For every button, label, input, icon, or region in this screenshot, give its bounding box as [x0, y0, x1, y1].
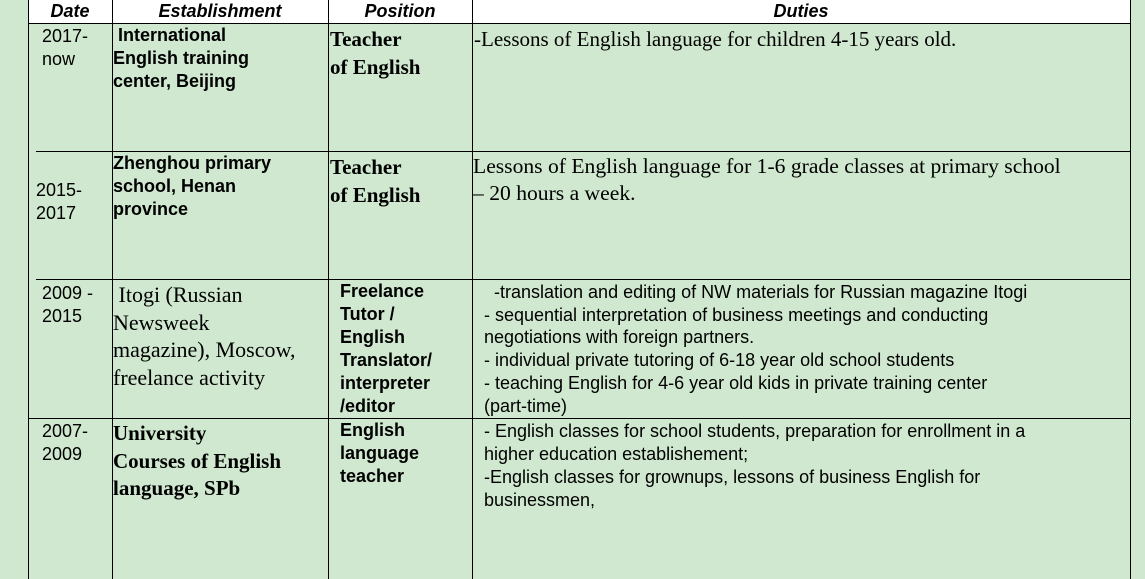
- row-position: English language teacher: [340, 420, 420, 486]
- header-date: Date: [50, 1, 90, 21]
- grid-line-left: [28, 0, 29, 579]
- row-duties: -Lessons of English language for children 4-15 years old.: [474, 27, 957, 51]
- header-position: Position: [364, 1, 436, 21]
- grid-line-establishment-position: [328, 0, 329, 579]
- grid-line-position-duties: [472, 0, 473, 579]
- row-date: 2009 - 2015: [42, 283, 94, 326]
- duty-line: - English classes for school students, preparation for enrollment in a: [484, 421, 1026, 441]
- duty-line: higher education establishement;: [484, 444, 749, 464]
- row-separator: [36, 279, 1130, 280]
- row-date: 2017- now: [42, 26, 89, 69]
- row-duties: [484, 420, 1098, 512]
- row-position: Teacher of English: [330, 27, 421, 79]
- row-establishment: University Courses of English language, SPb: [113, 421, 282, 500]
- grid-line-right: [1130, 0, 1131, 579]
- row-establishment: International English training center, Beijing: [113, 25, 250, 91]
- row-position: Freelance Tutor / English Translator/ interpreter /editor: [340, 281, 433, 416]
- duty-line: -English classes for grownups, lessons of business English for: [484, 467, 981, 487]
- row-position: Teacher of English: [330, 155, 421, 207]
- row-establishment: Itogi (Russian Newsweek magazine), Moscow, freelance activity: [113, 282, 296, 390]
- row-date: 2007- 2009: [42, 421, 89, 464]
- header-duties: Duties: [773, 1, 829, 21]
- row-separator: [28, 418, 1130, 419]
- table-header-row: [28, 0, 1130, 24]
- row-duties: Lessons of English language for 1-6 grade classes at primary school – 20 hours a week.: [473, 154, 1061, 205]
- row-date: 2015- 2017: [36, 180, 83, 223]
- row-duties: -translation and editing of NW materials for Russian magazine Itogi - sequential interpretation of business meetings and conducting negotiations with foreign partners. - individual private tutoring of 6-18 year old school students - teaching English for 4-6 year old kids in private training center (part-time): [484, 282, 1028, 416]
- duty-line: businessmen,: [484, 490, 596, 510]
- row-establishment: Zhenghou primary school, Henan province: [113, 153, 272, 219]
- header-establishment: Establishment: [158, 1, 282, 21]
